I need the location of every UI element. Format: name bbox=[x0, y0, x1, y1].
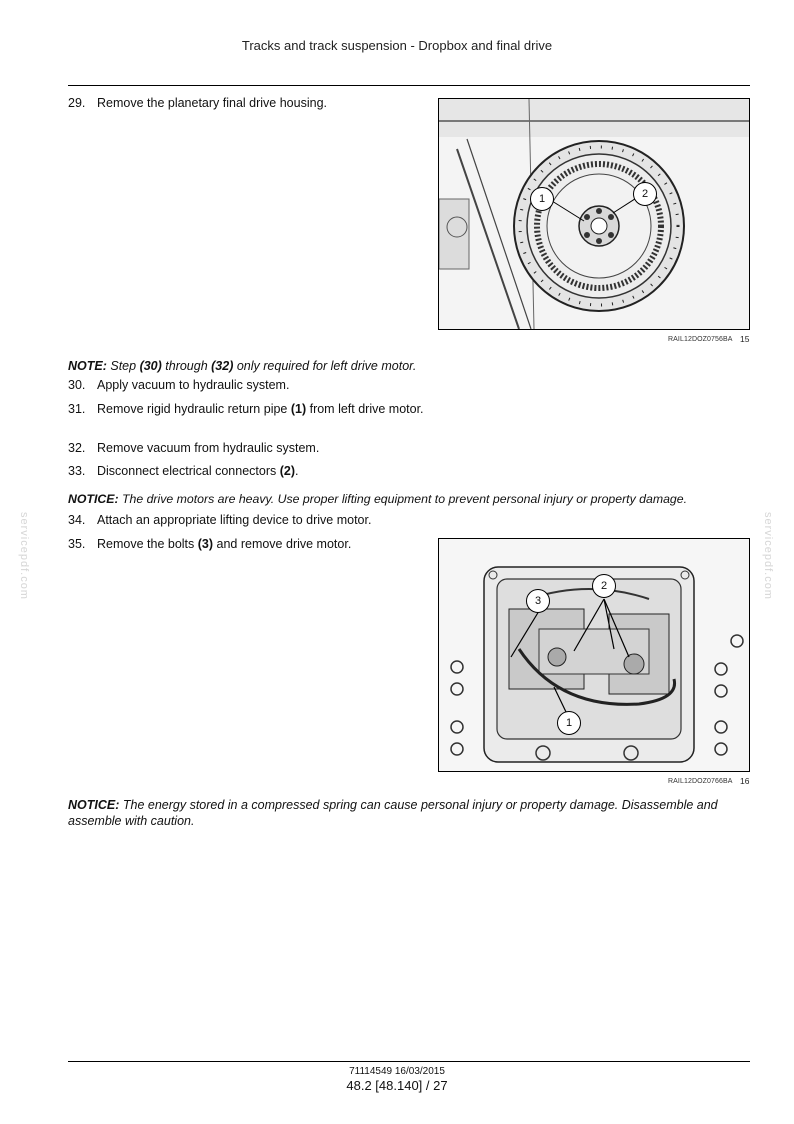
note-label: NOTE: bbox=[68, 359, 107, 373]
figure-15-caption: RAIL12DOZ0756BA bbox=[668, 336, 733, 343]
callout-1: 1 bbox=[557, 711, 581, 735]
notice-label: NOTICE: bbox=[68, 492, 119, 506]
header-rule bbox=[68, 85, 750, 86]
step-30 bbox=[68, 377, 428, 393]
figure-16-drive-motor-photo bbox=[438, 538, 750, 772]
step-ref: (1) bbox=[290, 402, 307, 416]
step-number: 34. bbox=[68, 513, 86, 527]
step-number: 31. bbox=[68, 402, 86, 416]
step-text: Remove vacuum from hydraulic system. bbox=[97, 441, 320, 455]
notice-text: The energy stored in a compressed spring can cause personal injury or property damage. Disassemble and assemble with caution. bbox=[68, 798, 718, 828]
step-text-part: and remove drive motor. bbox=[213, 537, 352, 551]
step-number: 30. bbox=[68, 378, 86, 392]
step-text bbox=[97, 536, 428, 552]
note-text: Step bbox=[106, 359, 140, 373]
step-text bbox=[97, 401, 428, 417]
step-text-part: Remove rigid hydraulic return pipe bbox=[97, 402, 291, 416]
step-text-part: . bbox=[295, 464, 299, 478]
figure-16-caption: RAIL12DOZ0766BA bbox=[668, 778, 733, 785]
figure-16-number: 16 bbox=[740, 776, 750, 786]
step-text-part: Disconnect electrical connectors bbox=[97, 464, 280, 478]
watermark-left: servicepdf.com bbox=[18, 512, 30, 600]
page-header: Tracks and track suspension - Dropbox and final drive bbox=[241, 38, 553, 53]
step-32 bbox=[68, 440, 428, 456]
notice-text: The drive motors are heavy. Use proper lifting equipment to prevent personal injury or property damage. bbox=[118, 492, 688, 506]
callout-1: 1 bbox=[530, 187, 554, 211]
step-text bbox=[97, 463, 428, 479]
footer-page-number: 48.2 [48.140] / 27 bbox=[346, 1078, 448, 1093]
footer-doc-id: 71114549 16/03/2015 bbox=[349, 1066, 445, 1077]
step-text: Attach an appropriate lifting device to drive motor. bbox=[97, 513, 372, 527]
step-text: Apply vacuum to hydraulic system. bbox=[97, 378, 290, 392]
step-33 bbox=[68, 463, 428, 479]
figure-15-number: 15 bbox=[740, 334, 750, 344]
final-drive-illustration bbox=[439, 99, 749, 329]
step-number: 29. bbox=[68, 96, 86, 110]
callout-2: 2 bbox=[592, 574, 616, 598]
notice-compressed-spring bbox=[68, 797, 750, 829]
figure-15-final-drive-photo bbox=[438, 98, 750, 330]
step-text: Remove the planetary final drive housing. bbox=[97, 96, 327, 110]
step-number: 33. bbox=[68, 464, 86, 478]
step-34 bbox=[68, 512, 428, 528]
step-ref: (2) bbox=[279, 464, 296, 478]
note-ref: (30) bbox=[139, 359, 162, 373]
note-steps-30-32 bbox=[68, 358, 750, 374]
step-text-part: from left drive motor. bbox=[306, 402, 424, 416]
notice-heavy-motors bbox=[68, 491, 750, 507]
notice-label: NOTICE: bbox=[68, 798, 120, 812]
step-35 bbox=[68, 536, 428, 552]
step-number: 32. bbox=[68, 441, 86, 455]
callout-2: 2 bbox=[633, 182, 657, 206]
note-ref: (32) bbox=[211, 359, 234, 373]
step-31 bbox=[68, 401, 428, 417]
drive-motor-illustration bbox=[439, 539, 749, 771]
step-29 bbox=[68, 95, 428, 111]
step-text-part: Remove the bolts bbox=[97, 537, 198, 551]
step-number: 35. bbox=[68, 537, 86, 551]
callout-3: 3 bbox=[526, 589, 550, 613]
note-text: through bbox=[161, 359, 212, 373]
footer-rule bbox=[68, 1061, 750, 1062]
watermark-right: servicepdf.com bbox=[762, 512, 774, 600]
step-ref: (3) bbox=[197, 537, 214, 551]
note-text: only required for left drive motor. bbox=[233, 359, 417, 373]
